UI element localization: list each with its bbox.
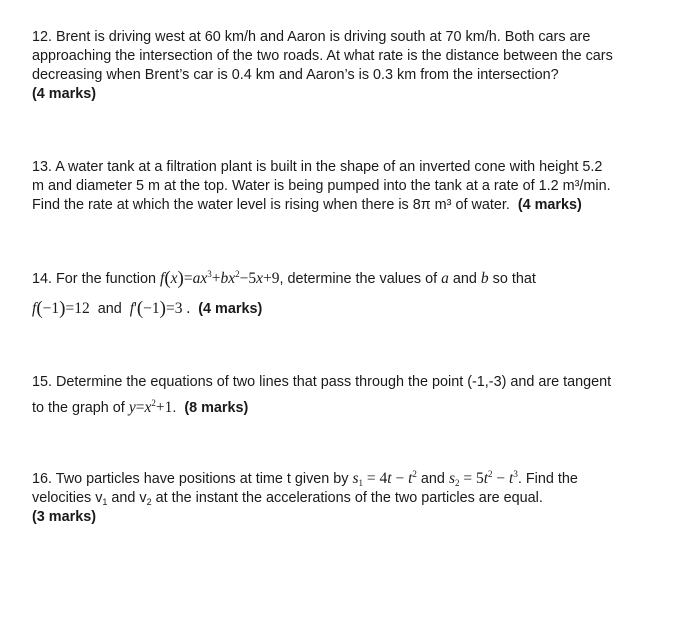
question-14	[32, 264, 652, 324]
q12-marks: (4 marks)	[32, 86, 96, 102]
q13-line-3	[32, 196, 652, 215]
q16-and: and	[420, 471, 445, 487]
q16-line-2-mid: and	[111, 490, 136, 506]
q16-v1: $v_1$	[95, 490, 108, 507]
q12-line-2: approaching the intersection of the two roads. At what rate is the distance between the cars	[32, 48, 613, 64]
q13-line-3-text: Find the rate at which the water level is rising when there is 8π m³ of water.	[32, 197, 510, 213]
q13-line-2: m and diameter 5 m at the top. Water is being pumped into the tank at a rate of 1.2 m³/min.	[32, 178, 611, 194]
q15-line-2-suffix: .	[172, 400, 177, 416]
q13-line-1: 13. A water tank at a filtration plant is built in the shape of an inverted cone with height 5.2	[32, 159, 603, 175]
q14-line-1	[32, 264, 652, 294]
q15-marks: (8 marks)	[184, 400, 249, 416]
q14-and-between: and	[97, 301, 122, 317]
question-15	[32, 370, 652, 421]
q16-suffix: . Find the	[517, 471, 578, 487]
q12-line-1: 12. Brent is driving west at 60 km/h and Aaron is driving south at 70 km/h. Both cars are	[32, 29, 591, 45]
q15-line-2-prefix: to the graph of	[32, 400, 125, 416]
q16-line-2	[32, 489, 652, 508]
question-12	[32, 28, 652, 104]
q14-intro: 14. For the function	[32, 271, 156, 287]
question-16	[32, 469, 652, 527]
q16-line-2-suffix: at the instant the accelerations of the two particles are equal.	[155, 490, 543, 506]
q14-so-that: so that	[492, 271, 536, 287]
q16-line-2-prefix: velocities	[32, 490, 92, 506]
q14-var-b: b	[480, 270, 489, 287]
q13-marks: (4 marks)	[517, 197, 582, 213]
q14-condition-2: f'(−1)=3 .	[129, 298, 191, 319]
q14-after-function: , determine the values of	[279, 271, 438, 287]
q15-line-1: 15. Determine the equations of two lines that pass through the point (-1,-3) and are tangent	[32, 374, 612, 390]
q14-condition-1: f(−1)=12	[32, 298, 90, 319]
q16-s2-formula: $s_2 = 5t^2 - t^3$	[448, 469, 518, 488]
q16-s1-formula: $s_1 = 4t - t^2$	[352, 469, 417, 488]
q15-line-2	[32, 395, 652, 421]
q16-line-1	[32, 469, 652, 489]
question-13	[32, 158, 652, 215]
q16-v2: $v_2$	[139, 490, 152, 507]
q14-line-2	[32, 294, 652, 324]
q16-prefix: 16. Two particles have positions at time t given by	[32, 471, 349, 487]
q12-line-3: decreasing when Brent’s car is 0.4 km and Aaron’s is 0.3 km from the intersection?	[32, 67, 559, 83]
q14-var-a: a	[441, 270, 449, 287]
q14-and: and	[452, 271, 477, 287]
q16-marks: (3 marks)	[32, 509, 96, 525]
q14-function-formula: $f(x)=ax^3+bx^2-5x+9$	[160, 268, 280, 289]
q15-equation: $y=x^2+1$	[128, 398, 173, 416]
q14-marks: (4 marks)	[198, 301, 263, 317]
